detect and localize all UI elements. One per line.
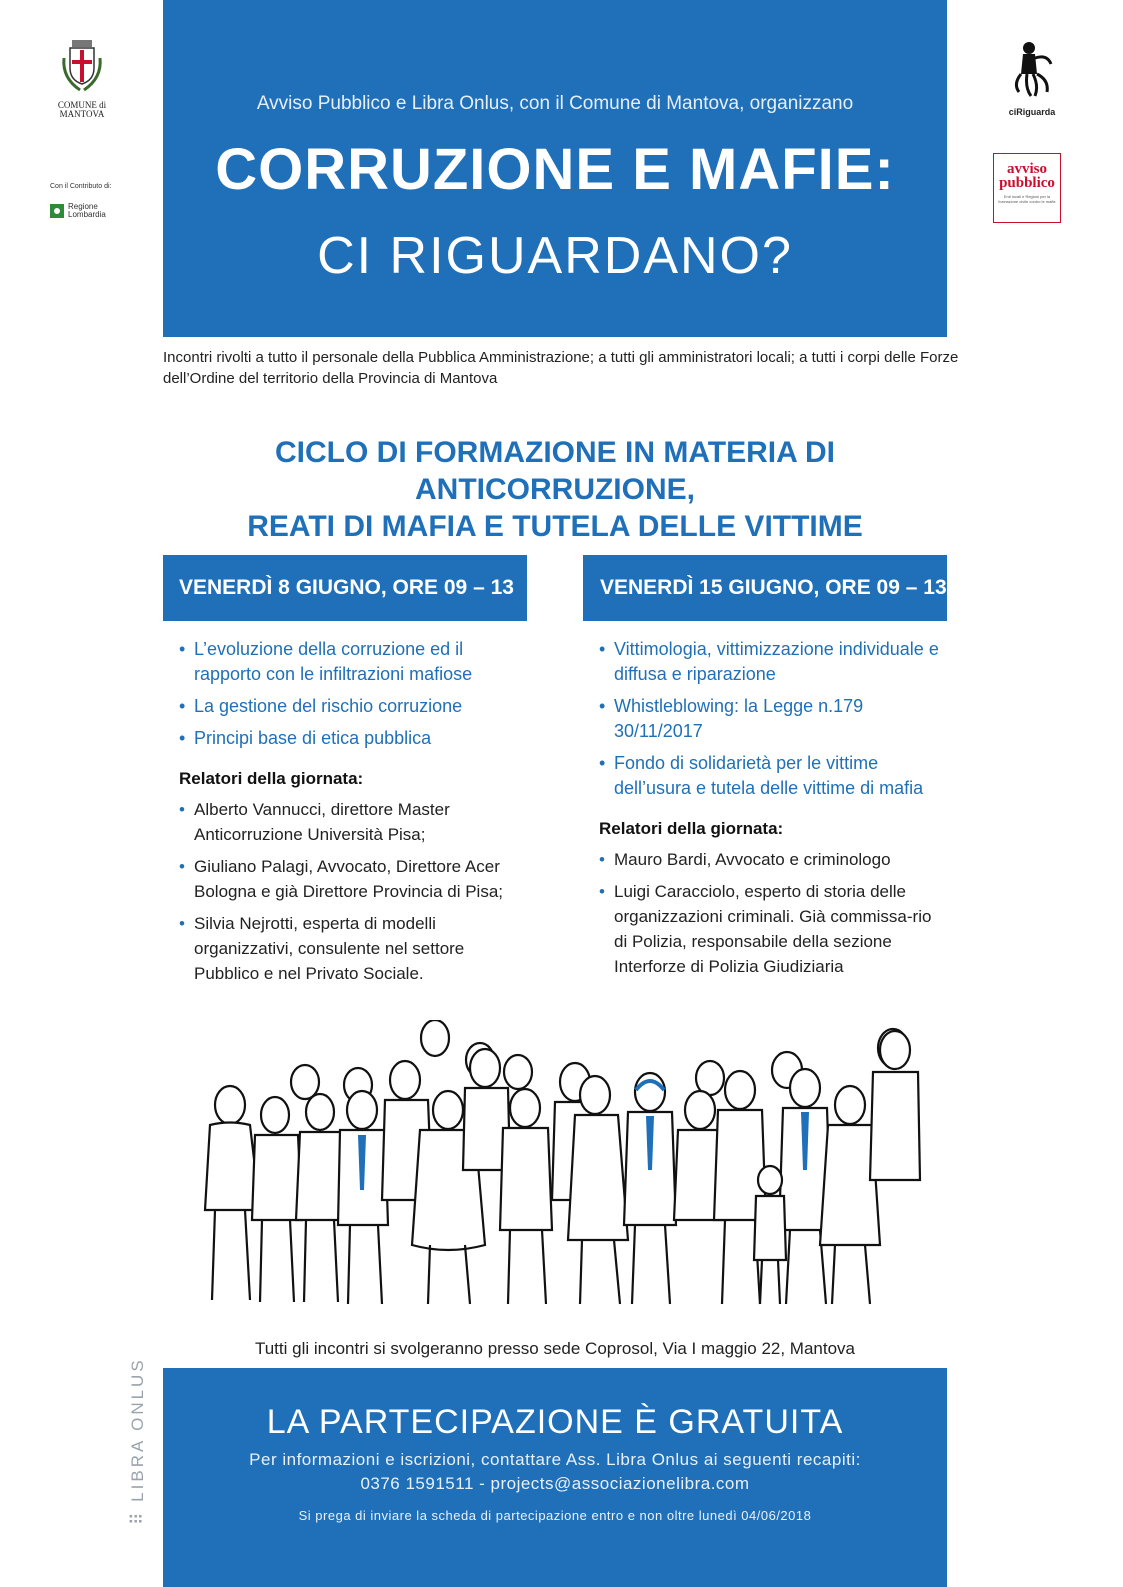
- day1-topics: [163, 637, 527, 751]
- speaker-text: Luigi Caracciolo, esperto di storia delle organizzazioni criminali. Già commissa-rio di Polizia, responsabile della sezione Interforze di Polizia Giudiziaria: [614, 882, 932, 976]
- day1-column: [163, 555, 527, 993]
- list-item: • La gestione del rischio corruzione: [179, 694, 527, 719]
- speaker-text: Mauro Bardi, Avvocato e criminologo: [614, 850, 891, 869]
- regione-label-1: Regione: [68, 202, 98, 211]
- contributo-label: Con il Contributo di:: [50, 183, 112, 190]
- list-item: • Alberto Vannucci, direttore Master Anticorruzione Università Pisa;: [179, 800, 450, 844]
- contact-info-line-2: 0376 1591511 - projects@associazionelibra.com: [360, 1474, 750, 1493]
- avviso-label-2: pubblico: [999, 175, 1055, 191]
- comune-label: COMUNE di MANTOVA: [57, 100, 107, 119]
- ciriguarda-logo: [1000, 40, 1064, 117]
- day1-speakers: [163, 797, 527, 986]
- speaker-text: Giuliano Palagi, Avvocato, Direttore Acer Bologna e già Direttore Provincia di Pisa;: [194, 857, 503, 901]
- avviso-label-1: avviso: [1006, 161, 1047, 177]
- day1-speakers-title: Relatori della giornata:: [179, 769, 364, 788]
- free-participation: LA PARTECIPAZIONE È GRATUITA: [266, 1403, 844, 1441]
- cycle-title-line-2: REATI DI MAFIA E TUTELA DELLE VITTIME: [247, 510, 863, 543]
- footer-banner: [163, 1368, 947, 1587]
- day2-speakers: [583, 847, 947, 979]
- list-item: • L’evoluzione della corruzione ed il rapporto con le infiltrazioni mafiose: [179, 637, 527, 687]
- libra-onlus-logo: [128, 1357, 148, 1525]
- list-item: • Giuliano Palagi, Avvocato, Direttore Acer Bologna e già Direttore Provincia di Pisa;: [179, 857, 503, 901]
- list-item: • Fondo di solidarietà per le vittime dell’usura e tutela delle vittime di mafia: [599, 751, 947, 801]
- list-item: • Luigi Caracciolo, esperto di storia delle organizzazioni criminali. Già commissa-rio di Polizia, responsabile della sezione Interforze di Polizia Giudiziaria: [599, 882, 932, 976]
- ciriguarda-label: ciRiguarda: [1008, 107, 1056, 117]
- libra-label: LIBRA ONLUS: [128, 1357, 147, 1502]
- speaker-text: Silvia Nejrotti, esperta di modelli organizzativi, consulente nel settore Pubblico e nel Privato Sociale.: [194, 914, 465, 983]
- regione-lombardia-logo: [50, 203, 106, 219]
- coat-of-arms-icon: [60, 38, 104, 96]
- speaker-text: Alberto Vannucci, direttore Master Anticorruzione Università Pisa;: [194, 800, 450, 844]
- list-item: • Vittimologia, vittimizzazione individuale e diffusa e riparazione: [599, 637, 947, 687]
- avviso-pubblico-logo: [993, 153, 1061, 223]
- organizers-line: Avviso Pubblico e Libra Onlus, con il Comune di Mantova, organizzano: [256, 93, 854, 114]
- contact-info-line-1: Per informazioni e iscrizioni, contattare Ass. Libra Onlus ai seguenti recapiti:: [249, 1450, 861, 1469]
- regione-label-2: Lombardia: [68, 210, 106, 219]
- list-item: • Silvia Nejrotti, esperta di modelli organizzativi, consulente nel settore Pubblico e nel Privato Sociale.: [179, 914, 465, 983]
- avviso-tagline: Enti locali e Regioni per la formazione civile contro le mafie: [998, 194, 1056, 204]
- title-line-1: CORRUZIONE E MAFIE:: [215, 137, 895, 202]
- venue-text: Tutti gli incontri si svolgeranno presso sede Coprosol, Via I maggio 22, Mantova: [254, 1339, 856, 1358]
- day2-date: VENERDÌ 15 GIUGNO, ORE 09 – 13: [583, 555, 947, 621]
- cycle-title: [163, 434, 947, 545]
- regione-lombardia-icon: [50, 204, 64, 218]
- list-item: • Principi base di etica pubblica: [179, 726, 527, 751]
- cycle-title-line-1: CICLO DI FORMAZIONE IN MATERIA DI ANTICORRUZIONE,: [275, 436, 835, 506]
- header-banner: [163, 0, 947, 337]
- day2-column: [583, 555, 947, 986]
- list-item: • Mauro Bardi, Avvocato e criminologo: [599, 850, 891, 869]
- grid-dots-icon: ⠿: [128, 1501, 147, 1525]
- comune-mantova-logo: [50, 38, 114, 119]
- list-item: • Whistleblowing: la Legge n.179 30/11/2017: [599, 694, 947, 744]
- title-line-2: CI RIGUARDANO?: [317, 227, 793, 285]
- intro-text: Incontri rivolti a tutto il personale della Pubblica Amministrazione; a tutti gli amministratori locali; a tutti i corpi delle Forze dell’Ordine del territorio della Provincia di Mantova: [163, 349, 959, 387]
- crowd-illustration: [180, 1020, 930, 1310]
- day2-topics: [583, 637, 947, 801]
- deadline-text: Si prega di inviare la scheda di partecipazione entro e non oltre lunedì 04/06/2018: [298, 1508, 812, 1523]
- day1-date: VENERDÌ 8 GIUGNO, ORE 09 – 13: [163, 555, 527, 621]
- octopus-figure-icon: [1007, 40, 1057, 102]
- day2-speakers-title: Relatori della giornata:: [599, 819, 784, 838]
